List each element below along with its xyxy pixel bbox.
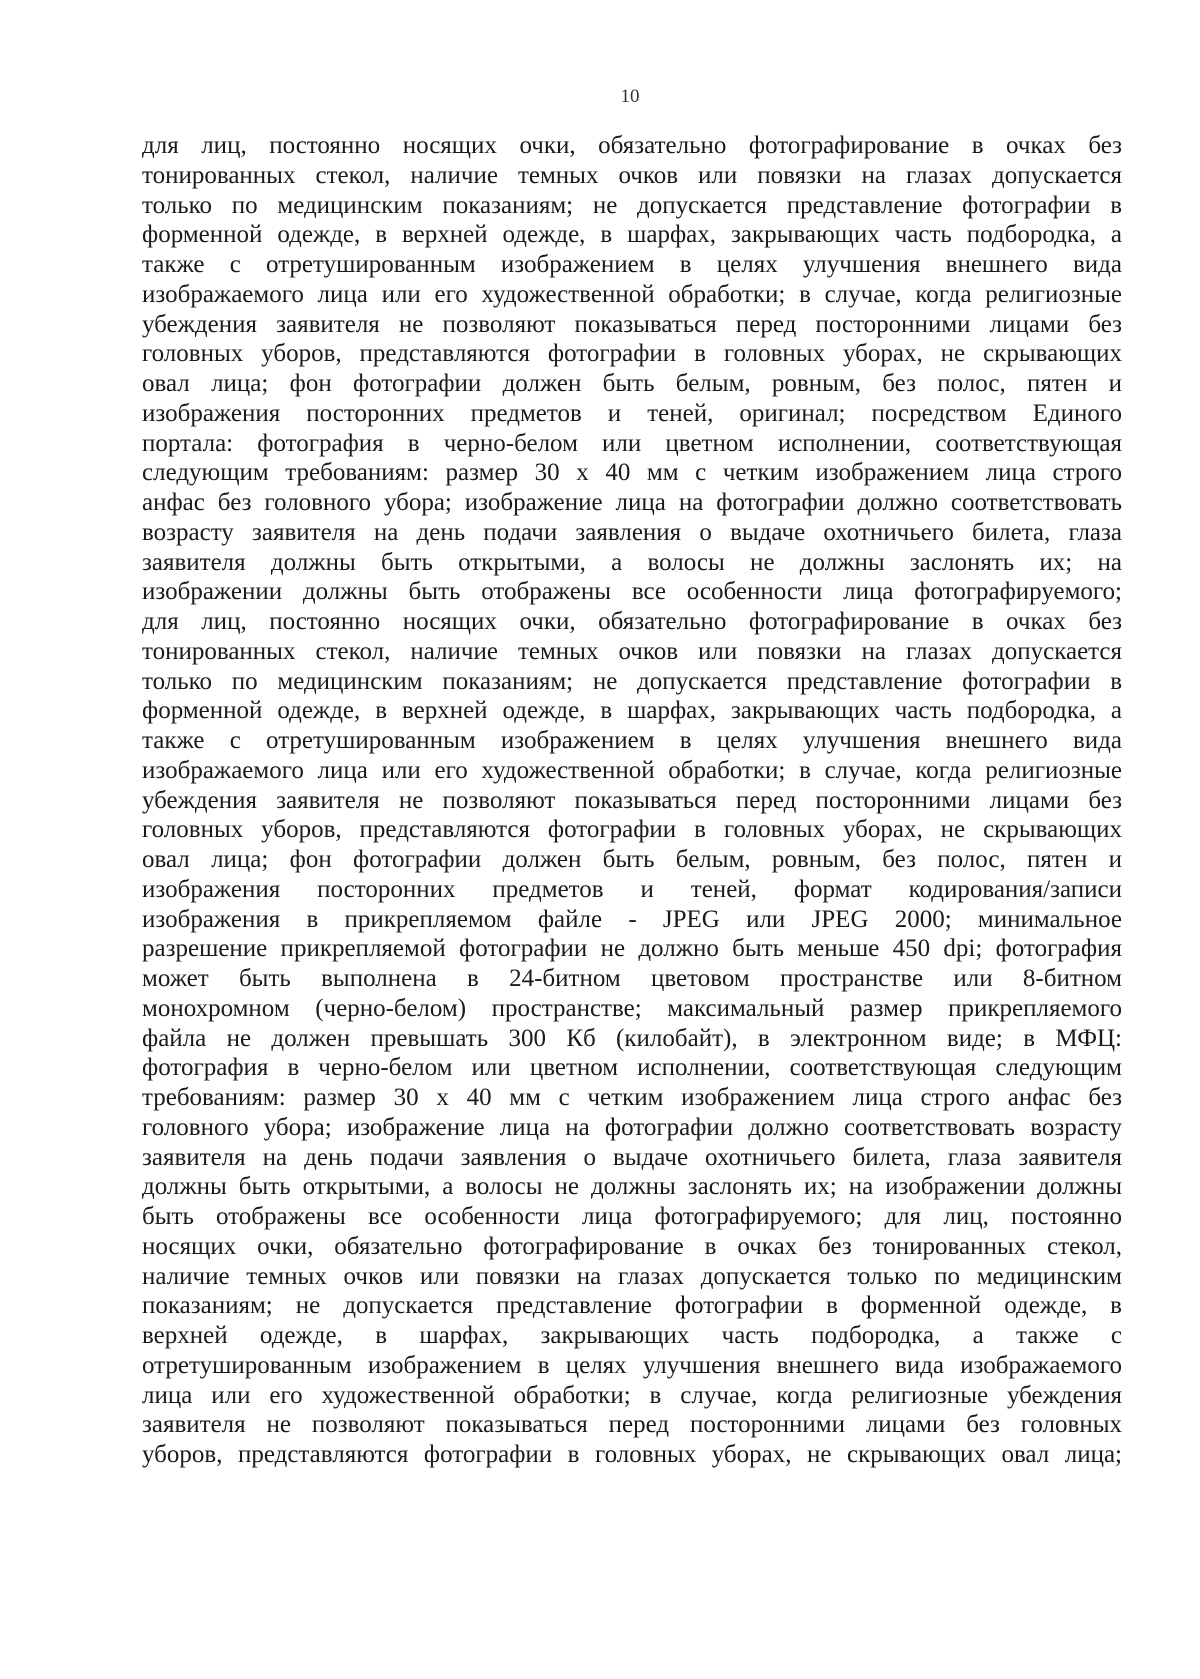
text-line: убеждения заявителя не позволяют показываться перед посторонними лицами без xyxy=(142,310,1122,338)
text-line: овал лица; фон фотографии должен быть белым, ровным, без полос, пятен и xyxy=(142,370,1122,397)
text-line: овал лица; фон фотографии должен быть белым, ровным, без полос, пятен и xyxy=(142,846,1122,873)
text-line: портала: фотография в черно-белом или цветном исполнении, соответствующая xyxy=(142,429,1122,457)
text-line: убеждения заявителя не позволяют показываться перед посторонними лицами без xyxy=(142,786,1122,814)
page-number: 10 xyxy=(620,86,640,107)
text-line: для лиц, постоянно носящих очки, обязательно фотографирование в очках без xyxy=(142,608,1122,635)
text-line: отретушированным изображением в целях улучшения внешнего вида изображаемого xyxy=(142,1351,1122,1379)
text-line: быть отображены все особенности лица фотографируемого; для лиц, постоянно xyxy=(142,1203,1122,1230)
text-line: только по медицинским показаниям; не допускается представление фотографии в xyxy=(142,667,1122,695)
text-line: тонированных стекол, наличие темных очков или повязки на глазах допускается xyxy=(142,637,1122,665)
text-line: должны быть открытыми, а волосы не должны заслонять их; на изображении должны xyxy=(142,1173,1122,1201)
text-line: следующим требованиям: размер 30 х 40 мм с четким изображением лица строго xyxy=(142,459,1122,487)
text-line: наличие темных очков или повязки на глазах допускается только по медицинским xyxy=(142,1262,1122,1290)
text-line: форменной одежде, в верхней одежде, в шарфах, закрывающих часть подбородка, а xyxy=(142,697,1122,725)
text-line: изображении должны быть отображены все особенности лица фотографируемого; xyxy=(142,578,1122,606)
text-line: для лиц, постоянно носящих очки, обязательно фотографирование в очках без xyxy=(142,132,1122,159)
text-line: лица или его художественной обработки; в случае, когда религиозные убеждения xyxy=(142,1381,1122,1409)
text-line: требованиям: размер 30 х 40 мм с четким изображением лица строго анфас без xyxy=(142,1084,1122,1111)
text-line: анфас без головного убора; изображение лица на фотографии должно соответствовать xyxy=(142,489,1122,516)
text-line: изображения посторонних предметов и теней, формат кодирования/записи xyxy=(142,875,1122,903)
text-line: уборов, представляются фотографии в головных уборах, не скрывающих овал лица; xyxy=(142,1441,1122,1468)
text-line: изображаемого лица или его художественной обработки; в случае, когда религиозные xyxy=(142,280,1122,308)
text-line: разрешение прикрепляемой фотографии не должно быть меньше 450 dpi; фотография xyxy=(142,935,1122,963)
text-line: головных уборов, представляются фотографии в головных уборах, не скрывающих xyxy=(142,816,1122,844)
text-line: верхней одежде, в шарфах, закрывающих часть подбородка, а также с xyxy=(142,1322,1122,1349)
text-line: изображаемого лица или его художественной обработки; в случае, когда религиозные xyxy=(142,756,1122,784)
text-line: тонированных стекол, наличие темных очков или повязки на глазах допускается xyxy=(142,161,1122,189)
text-line: носящих очки, обязательно фотографирование в очках без тонированных стекол, xyxy=(142,1232,1122,1260)
text-line: заявителя не позволяют показываться перед посторонними лицами без головных xyxy=(142,1411,1122,1439)
text-line: форменной одежде, в верхней одежде, в шарфах, закрывающих часть подбородка, а xyxy=(142,221,1122,249)
text-line: также с отретушированным изображением в целях улучшения внешнего вида xyxy=(142,727,1122,754)
text-line: может быть выполнена в 24-битном цветовом пространстве или 8-битном xyxy=(142,965,1122,992)
text-line: также с отретушированным изображением в целях улучшения внешнего вида xyxy=(142,251,1122,278)
text-line: монохромном (черно-белом) пространстве; максимальный размер прикрепляемого xyxy=(142,994,1122,1022)
text-line: файла не должен превышать 300 Кб (килобайт), в электронном виде; в МФЦ: xyxy=(142,1024,1122,1052)
text-line: головных уборов, представляются фотографии в головных уборах, не скрывающих xyxy=(142,340,1122,368)
text-line: показаниям; не допускается представление фотографии в форменной одежде, в xyxy=(142,1292,1122,1320)
text-line: головного убора; изображение лица на фотографии должно соответствовать возрасту xyxy=(142,1113,1122,1141)
body-text xyxy=(142,131,1122,1470)
text-line: только по медицинским показаниям; не допускается представление фотографии в xyxy=(142,191,1122,219)
text-line: изображения в прикрепляемом файле - JPEG или JPEG 2000; минимальное xyxy=(142,905,1122,933)
text-line: заявителя на день подачи заявления о выдаче охотничьего билета, глаза заявителя xyxy=(142,1143,1122,1171)
text-line: фотография в черно-белом или цветном исполнении, соответствующая следующим xyxy=(142,1054,1122,1082)
text-line: заявителя должны быть открытыми, а волосы не должны заслонять их; на xyxy=(142,548,1122,576)
text-line: изображения посторонних предметов и теней, оригинал; посредством Единого xyxy=(142,399,1122,427)
text-line: возрасту заявителя на день подачи заявления о выдаче охотничьего билета, глаза xyxy=(142,518,1122,546)
